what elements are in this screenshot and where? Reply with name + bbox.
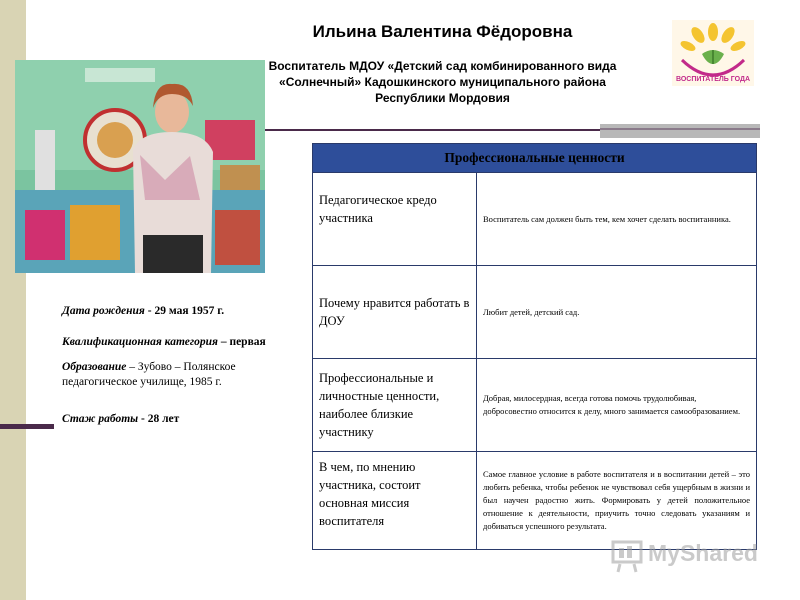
category-line bbox=[62, 335, 292, 350]
logo-text: ВОСПИТАТЕЛЬ ГОДА bbox=[675, 76, 751, 83]
table-row bbox=[313, 452, 757, 550]
row-question: Почему нравится работать в ДОУ bbox=[313, 266, 477, 359]
teacher-of-year-logo bbox=[672, 20, 754, 86]
row-answer: Воспитатель сам должен быть тем, кем хочет сделать воспитанника. bbox=[477, 173, 757, 266]
table-title: Профессиональные ценности bbox=[313, 144, 757, 173]
experience-value: - 28 лет bbox=[138, 413, 180, 425]
education-line bbox=[62, 360, 292, 390]
birth-date-value: - 29 мая 1957 г. bbox=[144, 305, 225, 317]
birth-date-label: Дата рождения bbox=[62, 305, 145, 317]
table-row bbox=[313, 266, 757, 359]
watermark bbox=[610, 538, 770, 574]
row-question: В чем, по мнению участника, состоит основная миссия воспитателя bbox=[313, 452, 477, 550]
row-answer: Любит детей, детский сад. bbox=[477, 266, 757, 359]
portrait-photo bbox=[15, 60, 265, 273]
experience-line bbox=[62, 412, 292, 427]
table-row bbox=[313, 173, 757, 266]
header-divider bbox=[265, 129, 600, 131]
row-question: Профессиональные и личностные ценности, наиболее близкие участнику bbox=[313, 359, 477, 452]
header-divider-accent bbox=[600, 124, 760, 138]
professional-values-table bbox=[312, 143, 757, 550]
row-answer: Самое главное условие в работе воспитателя и в воспитании детей – это любить ребенка, чтобы ребенок не чувствовал себя ущербным в жизни и был научен радостно жить. Формировать у детей положительное отношение к деятельности, приучить точно следовать указаниям и добиваться успешного результата. bbox=[477, 452, 757, 550]
watermark-text: MyShared bbox=[648, 540, 758, 566]
category-value: – первая bbox=[217, 336, 266, 348]
row-question: Педагогическое кредо участника bbox=[313, 173, 477, 266]
birth-date-line bbox=[62, 304, 292, 319]
category-label: Квалификационная категория bbox=[62, 336, 218, 348]
personal-info bbox=[62, 304, 292, 427]
person-position: Воспитатель МДОУ «Детский сад комбинированного вида «Солнечный» Кадошкинского муниципального района Республики Мордовия bbox=[268, 59, 617, 105]
presentation-icon bbox=[610, 538, 646, 574]
experience-label: Стаж работы bbox=[62, 413, 139, 425]
row-answer: Добрая, милосердная, всегда готова помочь трудолюбивая, добросовестно относится к делу, много занимается самообразованием. bbox=[477, 359, 757, 452]
person-name: Ильина Валентина Фёдоровна bbox=[312, 22, 573, 41]
header-divider-accent-line bbox=[600, 128, 760, 130]
left-accent-line bbox=[0, 424, 54, 429]
education-label: Образование bbox=[62, 361, 127, 373]
table-row bbox=[313, 359, 757, 452]
education-value: – Зубово – Полянское педагогическое училище, 1985 г. bbox=[62, 361, 236, 388]
